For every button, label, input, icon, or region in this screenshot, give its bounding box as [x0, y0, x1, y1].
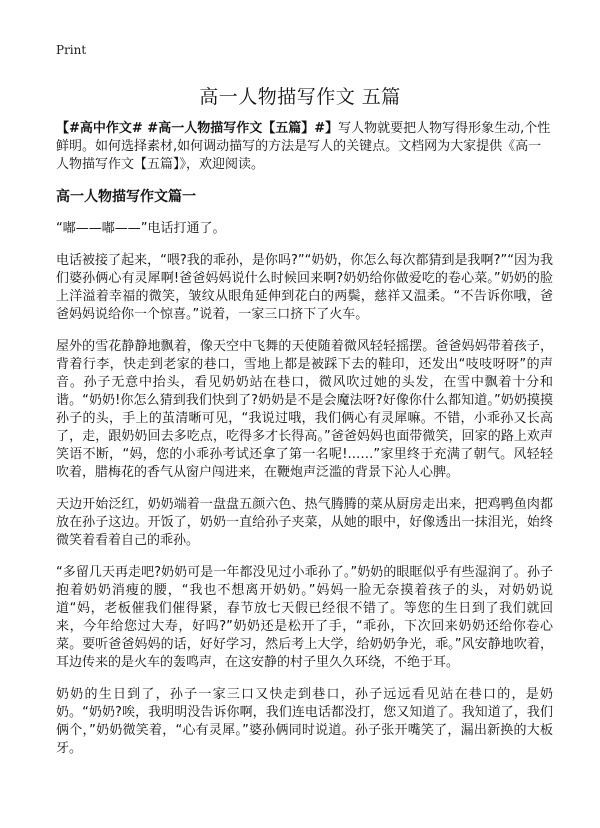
paragraph-4: 天边开始泛红，奶奶端着一盘盘五颜六色、热气腾腾的菜从厨房走出来，把鸡鸭鱼肉都放在孙子这边。开饭了，奶奶一直给孙子夹菜，从她的眼中，好像透出一抹泪光，始终微笑着看着自己的乖孙。 [56, 497, 553, 548]
paragraph-3: 屋外的雪花静静地飘着，像天空中飞舞的天使随着微风轻轻摇摆。爸爸妈妈带着孩子，背着行李，快走到老家的巷口，雪地上都是被踩下去的鞋印，还发出“吱吱呀呀”的声音。孙子无意中抬头，看见奶奶站在巷口，微风吹过她的头发，在雪中飘着十分和谐。“奶奶!你怎么猜到我们快到了?奶奶是不是会魔法呀?好像你什么都知道。”奶奶摸摸孙子的头，手上的茧清晰可见，“我说过哦，我们俩心有灵犀嘛。不错，小乖孙又长高了，走，跟奶奶回去多吃点，吃得多才长得高。”爸爸妈妈也面带微笑，回家的路上欢声笑语不断，“妈，您的小乖孙考试还拿了第一名呢!……”家里终于充满了朝气。风轻轻吹着，腊梅花的香气从窗户闯进来，在鞭炮声泛滥的背景下沁人心脾。 [56, 339, 553, 480]
intro-tag: 【#高中作文# #高一人物描写作文【五篇】#】 [56, 121, 339, 136]
paragraph-5: “多留几天再走吧?奶奶可是一年都没见过小乖孙了。”奶奶的眼眶似乎有些湿润了。孙子抱着奶奶消瘦的腰，“我也不想离开奶奶。”妈妈一脸无奈摸着孩子的头，对奶奶说道“妈，老板催我们催得紧，春节放七天假已经很不错了。等您的生日到了我们就回来，今年给您过大寿，好吗?”奶奶还是松开了手，“乖孙，下次回来奶奶还给你卷心菜。要听爸爸妈妈的话，好好学习，然后考上大学，给奶奶争光，乖。”风安静地吹着，耳边传来的是火车的轰鸣声，在这安静的村子里久久环绕，不绝于耳。 [56, 565, 553, 670]
article-body [56, 120, 553, 772]
paragraph-1: “嘟——嘟——”电话打通了。 [56, 221, 226, 236]
paragraph-2: 电话被接了起来，“喂?我的乖孙，是你吗?”“奶奶，你怎么每次都猜到是我啊?”“因为我们婆孙俩心有灵犀啊!爸爸妈妈说什么时候回来啊?奶奶给你做爱吃的卷心菜。”奶奶的脸上洋溢着幸福的微笑，皱纹从眼角延伸到花白的两鬓，慈祥又温柔。“不告诉你哦，爸爸妈妈说给你一个惊喜。”说着，一家三口挤下了火车。 [56, 253, 553, 322]
paragraph-6: 奶奶的生日到了，孙子一家三口又快走到巷口，孙子远远看见站在巷口的，是奶奶。“奶奶?唉，我明明没告诉你啊，我们连电话都没打，您又知道了。我知道了，我们俩个，”奶奶微笑着，“心有灵犀。”婆孙俩同时说道。孙子张开嘴笑了，漏出新换的大板牙。 [56, 687, 553, 756]
print-link[interactable]: Print [56, 43, 87, 57]
section-heading: 高一人物描写作文篇一 [56, 189, 196, 205]
intro-text: 写人物就要把人物写得形象生动,个性鲜明。如何选择素材,如何调动描写的方法是写人的关键点。文档网为大家提供《高一人物描写作文【五篇】》，欢迎阅读。 [56, 121, 551, 172]
page-title: 高一人物描写作文 五篇 [199, 86, 401, 108]
intro-paragraph [56, 120, 553, 174]
